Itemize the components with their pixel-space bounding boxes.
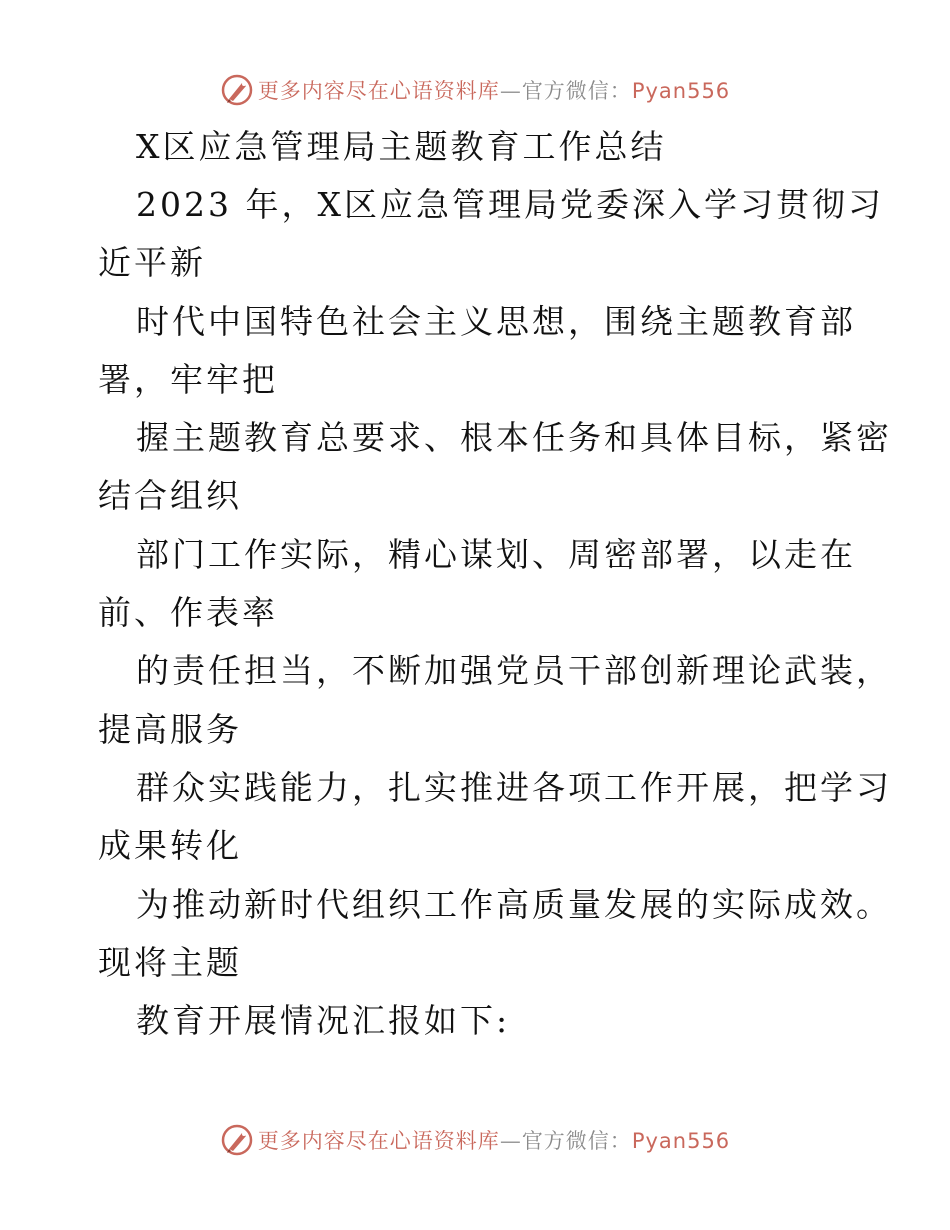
- pen-logo-icon: [220, 1123, 254, 1157]
- document-title: X区应急管理局主题教育工作总结: [136, 127, 667, 166]
- paragraph-line: 成果转化: [98, 826, 242, 865]
- watermark-wechat: Pyan556: [631, 79, 731, 103]
- watermark-label: 官方微信：: [521, 79, 632, 103]
- footer-watermark: [0, 1120, 950, 1160]
- watermark-slogan: 更多内容尽在心语资料库: [257, 1129, 500, 1153]
- watermark-wechat: Pyan556: [631, 1129, 731, 1153]
- paragraph-line: 前、作表率: [98, 593, 278, 632]
- watermark-text: [258, 1125, 730, 1155]
- paragraph-line: 的责任担当，不断加强党员干部创新理论武装，: [136, 651, 892, 690]
- paragraph-line: 近平新: [98, 243, 206, 282]
- paragraph-line: 教育开展情况汇报如下:: [136, 1001, 511, 1040]
- watermark-dash: —: [499, 1129, 522, 1153]
- paragraph-line: 提高服务: [98, 710, 242, 749]
- watermark-slogan: 更多内容尽在心语资料库: [257, 79, 500, 103]
- watermark-dash: —: [499, 79, 522, 103]
- paragraph-line: 现将主题: [98, 943, 242, 982]
- paragraph-line: 时代中国特色社会主义思想，围绕主题教育部: [136, 302, 856, 341]
- paragraph-line: 为推动新时代组织工作高质量发展的实际成效。: [136, 885, 892, 924]
- watermark-label: 官方微信：: [521, 1129, 632, 1153]
- paragraph-line: 2023 年，X区应急管理局党委深入学习贯彻习: [136, 185, 884, 224]
- paragraph-line: 结合组织: [98, 476, 242, 515]
- header-watermark: [0, 70, 950, 110]
- paragraph-line: 群众实践能力，扎实推进各项工作开展，把学习: [136, 768, 892, 807]
- paragraph-line: 握主题教育总要求、根本任务和具体目标，紧密: [136, 418, 892, 457]
- paragraph-line: 署，牢牢把: [98, 360, 278, 399]
- watermark-text: [258, 75, 730, 105]
- pen-logo-icon: [220, 73, 254, 107]
- paragraph-line: 部门工作实际，精心谋划、周密部署，以走在: [136, 535, 856, 574]
